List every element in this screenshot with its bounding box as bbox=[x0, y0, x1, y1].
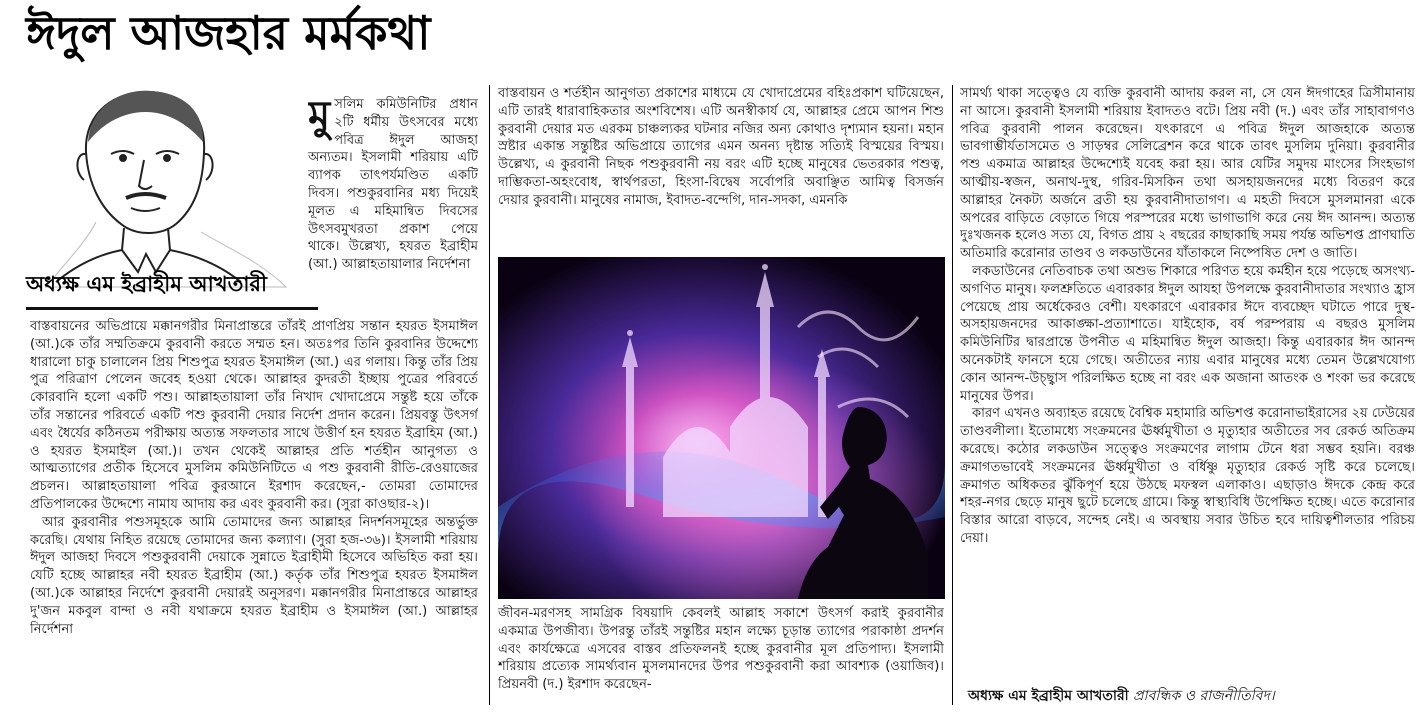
column-three-paragraph: সামর্থ্য থাকা সত্ত্বেও যে ব্যক্তি কুরবানী আদায় করল না, সে যেন ঈদগাহের ত্রিসীমানায় না আসে। কুরবানী ইসলামী শরিয়ায় ইবাদতও বটে। প্রিয় নবী (দ.) এবং তাঁর সাহাবাগণও পবিত্র কুরবানী পালন করেছেন। যৎকারণে এ পবিত্র ঈদুল আজহাকে অত্যন্ত ভাবগাম্ভীর্যতাসমেত ও সাড়ম্বর সেলিব্রেশন করে থাকে তাবৎ মুসলিম দুনিয়া। কুরবানীর পশু একমাত্র আল্লাহর উদ্দেশ্যেই যবেহ করা হয়। আর যেটির সমুদয় মাংসের সিংহভাগ আত্মীয়-স্বজন, অনাথ-দুস্থ, গরিব-মিসকিন তথা অসহায়জনদের মধ্যে বিতরণ করে আল্লাহর নৈকট্য অর্জনে ব্রতী হয় কুরবানীদাতাগণ। এ মহতী দিবসে মুসলমানরা একে অপরের বাড়িতে বেড়াতে গিয়ে পরস্পরের মধ্যে ভাগাভাগি করে নেয় ঈদ আনন্দ। অত্যন্ত দুঃখজনক হলেও সত্য যে, বিগত প্রায় ২ বছরের কাছাকাছি সময় পর্যন্ত অভিশপ্ত প্রাণঘাতি অতিমারি করোনার তাণ্ডব ও লকডাউনের যাঁতাকলে নিষ্পেষিত দেশ ও জাতি। bbox=[960, 86, 1415, 262]
column-one-paragraph: আর কুরবানীর পশুসমূহকে আমি তোমাদের জন্য আল্লাহর নিদর্শনসমূহের অন্তর্ভুক্ত করেছি। যেথায় নিহিত রয়েছে তোমাদের জন্য কল্যাণ। (সুরা হজ-৩৬)। ইসলামী শরিয়ায় ঈদুল আজহা দিবসে পশুকুরবানী দেয়াকে সুন্নাতে ইব্রাহীমী হিসেবে অভিহিত করা হয়। যেটি হচ্ছে আল্লাহর নবী হযরত ইব্রাহীম (আ.) কর্তৃক তাঁর শিশুপুত্র হযরত ইসমাঈল (আ.)কে আল্লাহর নির্দেশে কুরবানী দেয়ারই অনুসরণ। মক্কানগরীর মিনাপ্রান্তরে আল্লাহর দু'জন মকবুল বান্দা ও নবী যথাক্রমে হযরত ইব্রাহীম ও ইসমাঈল (আ.) আল্লাহর নির্দেশনা bbox=[30, 514, 478, 637]
drop-cap: মু bbox=[308, 96, 331, 139]
column-two-top-paragraph: বাস্তবায়ন ও শর্তহীন আনুগত্য প্রকাশের মাধ্যমে যে খোদাপ্রেমের বহিঃপ্রকাশ ঘটিয়েছেন, এটি তারই ধারাবাহিকতার অংশবিশেষ। এটি অনস্বীকার্য যে, আল্লাহর প্রেমে আপন শিশু কুরবানী দেয়ার মত এরকম চাঞ্চল্যকর ঘটনার নজির অন্য কোথাও দৃশ্যমান হয়না। মহান স্রষ্টার একান্ত সন্তুষ্টির অভিপ্রায়ে ত্যাগের এমন অনন্য দৃষ্টান্ত সত্যিই বিস্ময়ের বিস্ময়। উল্লেখ্য, এ কুরবানী নিছক পশুকুরবানী নয় বরং এটি হচ্ছে মানুষের ভেতরকার পশুত্ব, দাম্ভিকতা-অহংবোধ, স্বার্থপরতা, হিংসা-বিদ্বেষ সর্বোপরি অবাঞ্ছিত আমিত্ব বিসর্জন দেয়ার কুরবানী। মানুষের নামাজ, ইবাদত-বন্দেগি, দান-সদকা, এমনকি bbox=[498, 86, 944, 208]
column-three bbox=[960, 85, 1415, 645]
column-divider bbox=[952, 85, 953, 705]
column-one bbox=[30, 318, 478, 713]
column-two-top bbox=[498, 85, 944, 253]
column-three-paragraph: কারণ এখনও অব্যাহত রয়েছে বৈশ্বিক মহামারি অভিশপ্ত করোনাভাইরাসের ২য় ঢেউয়ের তাণ্ডবলীলা। ইতোমধ্যে সংক্রমনের ঊর্ধ্বমুখীতা ও মৃত্যুহার অতীতের সব রেকর্ড অতিক্রম করেছে। কঠোর লকডাউন সত্ত্বেও সংক্রমণের লাগাম টেনে ধরা সম্ভব হয়নি। বরঞ্চ ক্রমাগতভাবেই সংক্রমনের ঊর্ধ্বমুখীতা ও বর্ধিষ্ণু মৃত্যুহার রেকর্ড সৃষ্টি করে চলেছে। ক্রমাগত অধিকতর ঝুঁকিপূর্ণ হয়ে উঠছে মফস্বল এলাকাও। এছাড়াও ঈদকে কেন্দ্র করে শহর-নগর ছেড়ে মানুষ ছুটে চলেছে গ্রামে। কিন্তু স্বাস্থ্যবিধি উপেক্ষিত হচ্ছে। এতে করোনার বিস্তার আরো বাড়বে, সন্দেহ নেই। এ অবস্থায় সবার উচিত হবে দায়িত্বশীলতার পরিচয় দেয়া। bbox=[960, 406, 1415, 546]
column-two-bottom-paragraph: জীবন-মরণসহ সামগ্রিক বিষয়াদি কেবলই আল্লাহ সকাশে উৎসর্গ করাই কুরবানীর একমাত্র উপজীব্য। উপরন্তু তাঁরই সন্তুষ্টির মহান লক্ষ্যে চূড়ান্ত ত্যাগের পরাকাষ্ঠা প্রদর্শন এবং কার্যক্ষেত্রে এসবের বাস্তব প্রতিফলনই হচ্ছে কুরবানীর মূল প্রতিপাদ্য। ইসলামী শরিয়ায় প্রত্যেক সামর্থ্যবান মুসলমানদের উপর পশুকুরবানী করা আবশ্যক (ওয়াজিব)। প্রিয়নবী (দ.) ইরশাদ করেছেন- bbox=[498, 606, 944, 693]
footer-author-role: প্রাবন্ধিক ও রাজনীতিবিদ। bbox=[1133, 688, 1275, 704]
column-two-bottom bbox=[498, 605, 944, 713]
intro-column bbox=[308, 96, 478, 318]
eid-illustration bbox=[498, 257, 945, 599]
headline: ঈদুল আজহার মর্মকথা bbox=[26, 6, 431, 60]
author-portrait-sketch-icon bbox=[26, 82, 316, 294]
column-three-paragraph: লকডাউনের নেতিবাচক তথা অশুভ শিকারে পরিণত হয়ে কর্মহীন হয়ে পড়েছে অসংখ্য-অগণিত মানুষ। ফলশ্রুতিতে এবারকার ঈদুল আযহা উপলক্ষে কুরবানীদাতার সংখ্যাও হ্রাস পেয়েছে প্রায় অর্ধেকেরও বেশী। যৎকারণে এবারকার ঈদে ব্যবচ্ছেদ ঘটাতে পারে দুস্থ-অসহায়জনদের আকাঙ্ক্ষা-প্রত্যাশাতে। যাইহোক, বর্ষ পরম্পরায় এ বছরও মুসলিম কমিউনিটির দ্বারপ্রান্তে উপনীত এ মহিমান্বিত ঈদুল আজহা। কিন্তু এবারকার ঈদ আনন্দ অনেকটাই ফানসে হয়ে গেছে। অতীতের ন্যায় এবার মানুষের মধ্যে তেমন উল্লেখযোগ্য কোন আনন্দ-উচ্ছ্বাস পরিলক্ষিত হচ্ছে না বরং এক অজানা আতংক ও শংকা ভর করেছে মানুষের উপর। bbox=[960, 263, 1415, 404]
author-byline: অধ্যক্ষ এম ইব্রাহীম আখতারী bbox=[26, 268, 318, 310]
column-divider bbox=[489, 85, 490, 705]
mosque-silhouette-prayer-illustration-icon bbox=[498, 257, 945, 599]
footer-credit bbox=[968, 684, 1418, 708]
author-portrait bbox=[26, 82, 316, 294]
intro-text: সলিম কমিউনিটির প্রধান ২টি ধর্মীয় উৎসবের মধ্যে পবিত্র ঈদুল আজহা অন্যতম। ইসলামী শরিয়ায় এটি ব্যাপক তাৎপর্যমণ্ডিত একটি দিবস। পশুকুরবানির মধ্য দিয়েই মূলত এ মহিমান্বিত দিবসের উৎসবমুখরতা প্রকাশ পেয়ে থাকে। উল্লেখ্য, হযরত ইব্রাহীম (আ.) আল্লাহতায়ালার নির্দেশনা bbox=[308, 97, 478, 273]
footer-author-name: অধ্যক্ষ এম ইব্রাহীম আখতারী bbox=[968, 688, 1129, 704]
column-one-paragraph: বাস্তবায়নের অভিপ্রায়ে মক্কানগরীর মিনাপ্রান্তরে তাঁরই প্রাণপ্রিয় সন্তান হযরত ইসমাঈল (আ.)কে তাঁর সম্মতিক্রমে কুরবানী করতে সম্মত হন। অতঃপর তিনি কুরবানির উদ্দেশ্যে ধারালো চাকু চালালেন প্রিয় শিশুপুত্র হযরত ইসমাঈল (আ.) এর গলায়। কিন্তু তাঁর প্রিয় পুত্র পরিত্রাণ পেলেন জবেহ হওয়া থেকে। আল্লাহর কুদরতী ইচ্ছায় পুত্রের পরিবর্তে কোরবানি হলো একটি পশু। আল্লাহতায়ালা তাঁর নিখাদ খোদাপ্রেমে সন্তুষ্ট হয়ে তাঁকে তাঁর সন্তানের পরিবর্তে একটি পশু কুরবানী দেয়ার নির্দেশ প্রদান করেন। প্রিয়বস্তু উৎসর্গ এবং ধৈর্যের কঠিনতম পরীক্ষায় অত্যন্ত সফলতার সাথে উত্তীর্ণ হন হযরত ইব্রাহিম (আ.) ও হযরত ইসমাইল (আ.)। তখন থেকেই আল্লাহর প্রতি শর্তহীন আনুগত্য ও আত্মত্যাগের প্রতীক হিসেবে মুসলিম কমিউনিটিতে এ পশু কুরবানী রীতি-রেওয়াজের প্রচলন। আল্লাহতায়ালা পবিত্র কুরআনে ইরশাদ করেছেন,- তোমরা তোমাদের প্রতিপালকের উদ্দেশ্যে নামায আদায় কর এবং কুরবানী কর। (সুরা কাওছার-২)। bbox=[30, 319, 478, 512]
intro-paragraph bbox=[308, 96, 478, 274]
